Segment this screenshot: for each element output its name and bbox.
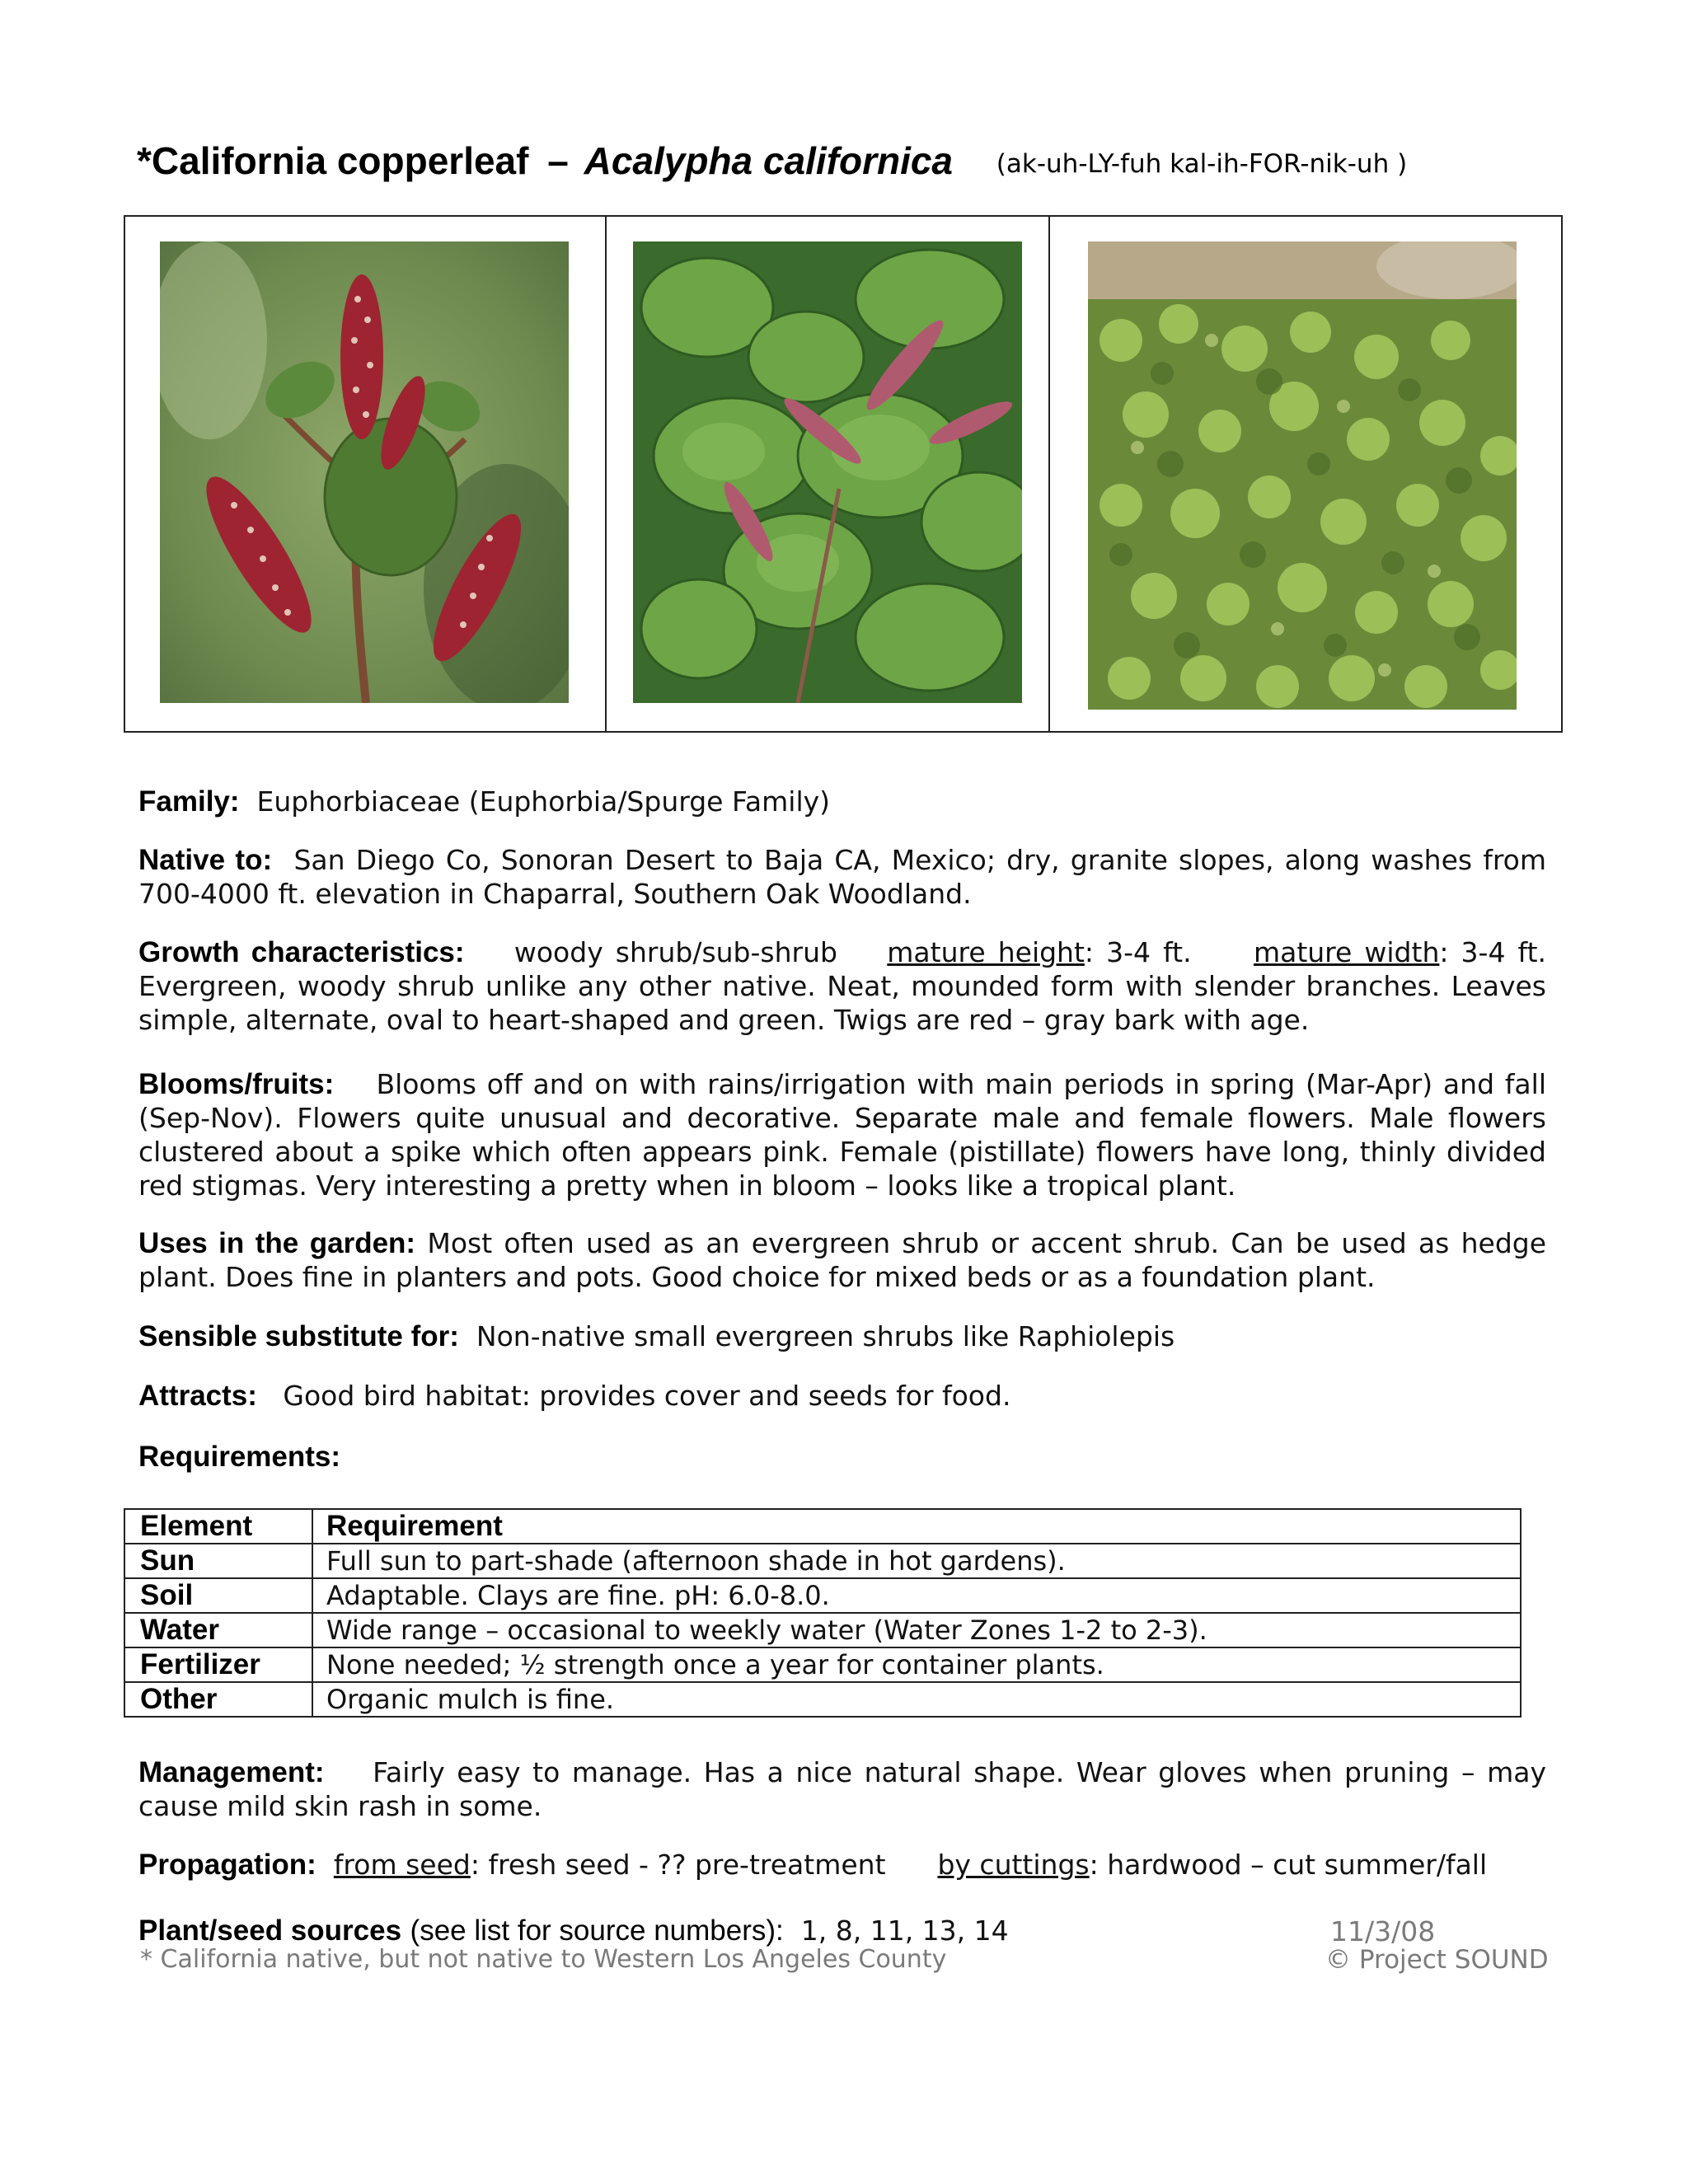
table-cell-element: Soil (124, 1578, 312, 1613)
cuttings-text: : hardwood – cut summer/fall (1089, 1849, 1488, 1881)
leaves-closeup-photo (633, 241, 1022, 703)
family-text: Euphorbiaceae (Euphorbia/Spurge Family) (256, 785, 831, 818)
blooms-section (138, 1067, 1546, 1202)
footnote: * California native, but not native to Western Los Angeles County (140, 1945, 947, 1974)
table-cell-requirement: Organic mulch is fine. (312, 1682, 1521, 1717)
table-header-requirement: Requirement (312, 1509, 1521, 1544)
growth-label: Growth characteristics: (138, 936, 465, 968)
flower-spikes-photo (160, 241, 569, 703)
table-header-element: Element (124, 1509, 312, 1544)
uses-label: Uses in the garden: (138, 1227, 416, 1259)
propagation-section (138, 1848, 1546, 1882)
table-cell-requirement: Wide range – occasional to weekly water (Water Zones 1-2 to 2-3). (312, 1613, 1521, 1647)
blooms-text: Blooms off and on with rains/irrigation with main periods in spring (Mar-Apr) and fall (Sep-Nov). Flowers quite unusual and decorative. Separate male and female flowers. Male flowers clustered about a spike which often appears pink. Female (pistillate) flowers have long, thinly divided red stigmas. Very interesting a pretty when in bloom – looks like a tropical plant. (138, 1068, 1546, 1202)
whole-shrub-photo (1088, 241, 1517, 710)
table-row (124, 1613, 1521, 1647)
table-row (124, 1578, 1521, 1613)
uses-text: Most often used as an evergreen shrub or accent shrub. Can be used as hedge plant. Does fine in planters and pots. Good choice for mixed beds or as a foundation plant. (138, 1227, 1547, 1293)
seed-label: from seed (333, 1849, 471, 1881)
mature-height-value: : 3-4 ft. (1084, 936, 1192, 968)
revision-date: 11/3/08 (1330, 1915, 1436, 1947)
table-cell-element: Fertilizer (124, 1647, 312, 1682)
requirements-heading (138, 1440, 1546, 1474)
photo-cell-shrub (1048, 217, 1561, 731)
photo-cell-flower-spikes (125, 217, 605, 731)
substitute-text: Non-native small evergreen shrubs like Raphiolepis (476, 1320, 1175, 1352)
attracts-label: Attracts: (138, 1380, 257, 1412)
attracts-section (138, 1379, 1546, 1413)
table-row (124, 1544, 1521, 1578)
latin-name: Acalypha californica (584, 139, 954, 182)
management-label: Management: (138, 1756, 325, 1788)
pronunciation: (ak-uh-LY-fuh kal-ih-FOR-nik-uh ) (996, 149, 1408, 179)
propagation-label: Propagation: (138, 1849, 316, 1881)
photo-strip (124, 215, 1563, 733)
substitute-section (138, 1319, 1546, 1353)
management-text: Fairly easy to manage. Has a nice natural shape. Wear gloves when pruning – may cause mild skin rash in some. (138, 1756, 1546, 1822)
page-title (137, 138, 1538, 183)
copyright: © Project SOUND (1325, 1945, 1549, 1975)
attracts-text: Good bird habitat: provides cover and seeds for food. (283, 1380, 1011, 1412)
sources-section (138, 1914, 1292, 1947)
table-cell-element: Sun (124, 1544, 312, 1578)
table-row (124, 1647, 1521, 1682)
seed-text: : fresh seed - ?? pre-treatment (470, 1849, 886, 1881)
table-cell-requirement: Adaptable. Clays are fine. pH: 6.0-8.0. (312, 1578, 1521, 1613)
table-cell-requirement: None needed; ½ strength once a year for container plants. (312, 1647, 1521, 1682)
substitute-label: Sensible substitute for: (138, 1320, 459, 1352)
photo-cell-leaves (605, 217, 1048, 731)
native-label: Native to: (138, 844, 273, 876)
mature-width-label: mature width (1253, 936, 1440, 968)
title-dash: – (547, 139, 569, 182)
growth-type: woody shrub/sub-shrub (513, 936, 837, 968)
cuttings-label: by cuttings (937, 1849, 1090, 1881)
table-header-row (124, 1509, 1521, 1544)
table-cell-requirement: Full sun to part-shade (afternoon shade in hot gardens). (312, 1544, 1521, 1578)
sources-numbers: 1, 8, 11, 13, 14 (800, 1915, 1009, 1947)
sources-note: (see list for source numbers): (410, 1915, 784, 1947)
mature-height-label: mature height (887, 936, 1085, 968)
native-section (138, 843, 1546, 911)
management-section (138, 1755, 1546, 1823)
mature-width-value: : 3-4 ft. (1439, 936, 1546, 968)
blooms-label: Blooms/fruits: (138, 1068, 335, 1100)
native-text: San Diego Co, Sonoran Desert to Baja CA, Mexico; dry, granite slopes, along washes from 700-4000 ft. elevation in Chaparral, Southern Oak Woodland. (138, 844, 1547, 910)
sources-label: Plant/seed sources (138, 1915, 402, 1947)
uses-section (138, 1226, 1546, 1294)
requirements-label: Requirements: (138, 1441, 341, 1473)
family-label: Family: (138, 785, 240, 818)
table-cell-element: Water (124, 1613, 312, 1647)
common-name: *California copperleaf (137, 139, 529, 182)
growth-text: Evergreen, woody shrub unlike any other native. Neat, mounded form with slender branches. Leaves simple, alternate, oval to heart-shaped and green. Twigs are red – gray bark with age. (138, 970, 1546, 1036)
requirements-table (124, 1508, 1522, 1718)
table-cell-element: Other (124, 1682, 312, 1717)
table-row (124, 1682, 1521, 1717)
family-section (138, 785, 1546, 818)
growth-section (138, 935, 1546, 1037)
